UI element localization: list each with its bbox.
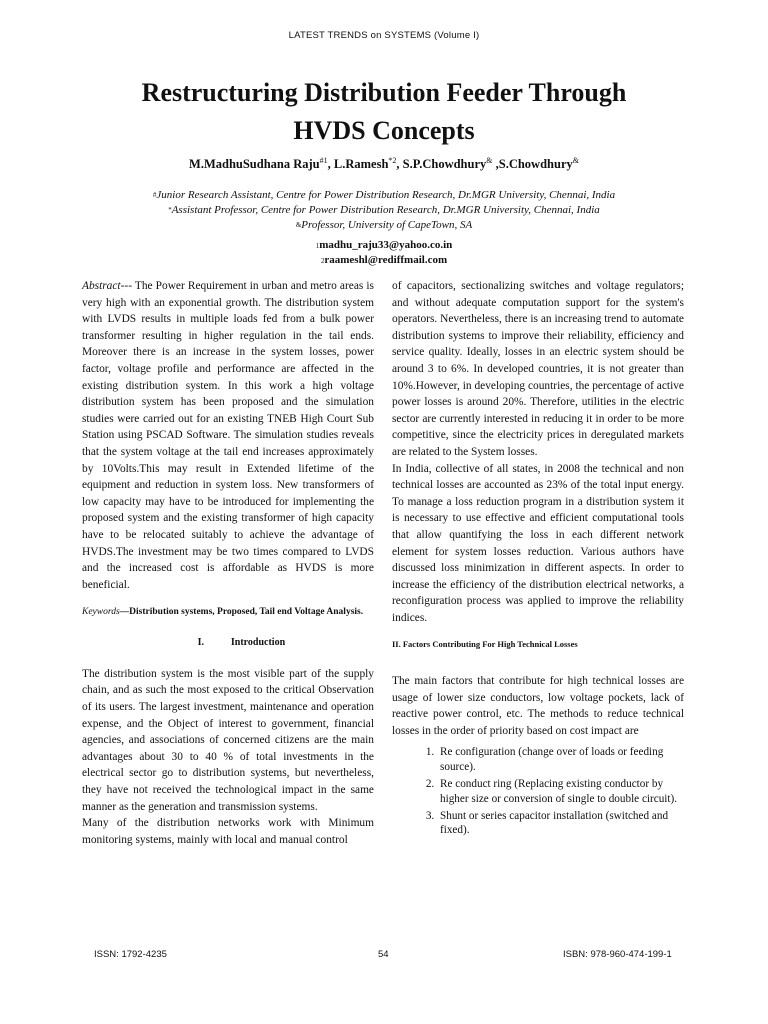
author-3-mark: & xyxy=(486,156,493,165)
list-item: 1. Re configuration (change over of loads or feeding source). xyxy=(437,745,684,775)
list-item: 3. Shunt or series capacitor installation (switched and fixed). xyxy=(437,809,684,839)
affiliation-2: *Assistant Professor, Centre for Power Distribution Research, Dr.MGR University, Chennai, India xyxy=(168,204,600,216)
list-item: 2. Re conduct ring (Replacing existing conductor by higher size or conversion of single to double circuit). xyxy=(437,777,684,807)
affiliation-3: &Professor, University of CapeTown, SA xyxy=(295,219,473,231)
abstract-text: --- The Power Requirement in urban and metro areas is very high with an exponential growth. The distribution system with LVDS results in multiple loads fed from a bulk power transformer resulting in higher regulation in the tail ends. Moreover there is an increase in the system losses, power factor, voltage profile and performance are affected in the existing distribution system. In this work a high voltage distribution system has been proposed and the simulation studies were carried out for an existing TNEB High Court Sub Station using PSCAD Software. The simulation studies reveals that the system voltage at the tail end increases approximately by 10Volts.This may result in Extended lifetime of the equipment and reduction in system loss. New transformers of low capacity may have to be introduced for implementing the proposed system and the existing transformer of high capacity have to be relocated suitably to achieve the advantage of HVDS.The investment may be two times compared to LVDS and the increased cost is affordable as HVDS is more beneficial. xyxy=(82,280,374,591)
section-2-heading: II. Factors Contributing For High Technical Losses xyxy=(392,639,578,650)
title-line-2: HVDS Concepts xyxy=(293,116,475,145)
keywords xyxy=(82,605,374,619)
abstract-label: Abstract xyxy=(82,280,121,292)
abstract xyxy=(82,278,374,593)
paper-title xyxy=(110,74,658,150)
section-1-heading xyxy=(82,635,374,652)
email-1[interactable]: 1madhu_raju33@yahoo.co.in xyxy=(315,239,453,251)
author-2: , L.Ramesh xyxy=(327,157,389,172)
intro-paragraph-1: The distribution system is the most visible part of the supply chain, and as such the most exposed to the critical Observation of its users. The largest investment, maintenance and operation expense, and the Object of interest to government, financial agencies, and associations of concerned citizens are the main advantages about 30 to 40 % of total investments in the electrical sector go to distribution systems, but nevertheless, they have not received the technological impact in the same manner as the generation and transmission systems. xyxy=(82,667,374,813)
footer-issn: ISSN: 1792-4235 xyxy=(94,949,167,960)
section-1-title: Introduction xyxy=(230,637,286,649)
footer-isbn: ISBN: 978-960-474-199-1 xyxy=(563,949,672,960)
keywords-text: —Distribution systems, Proposed, Tail end Voltage Analysis. xyxy=(119,607,364,618)
affiliation-1: #Junior Research Assistant, Centre for Power Distribution Research, Dr.MGR University, Chennai, India xyxy=(152,189,616,201)
title-line-1: Restructuring Distribution Feeder Through xyxy=(141,78,627,107)
left-column xyxy=(82,278,374,848)
right-paragraph-3: The main factors that contribute for high technical losses are usage of lower size conductors, low voltage pockets, lack of reactive power control, etc. The methods to reduce technical losses in the order of priority based on cost impact are xyxy=(392,675,684,737)
author-4-mark: & xyxy=(572,156,579,165)
author-list xyxy=(0,156,768,172)
right-paragraph-1: of capacitors, sectionalizing switches and voltage regulators; and without adequate computation support for the system's operators. Nevertheless, there is an increasing trend to automate distribution systems to improve their reliability, efficiency and service quality. Ideally, losses in an electric system should be around 3 to 6%. In developed countries, it is not greater than 10%.However, in developing countries, the percentage of active power losses is around 20%. Therefore, utilities in the electric sector are currently interested in reducing it in order to be more competitive, since the electricity prices in deregulated markets are related to the System losses. xyxy=(392,280,684,458)
right-paragraph-2: In India, collective of all states, in 2008 the technical and non technical losses are accounted as 23% of the total input energy. To manage a loss reduction program in a distribution system it is necessary to use effective and efficient computational tools that allow quantifying the loss in each different network element for system losses reduction. Various authors have discussed loss minimization in different aspects. In order to increase the efficiency of the distribution electrical networks, a reconfiguration process was applied to improve the reliability indices. xyxy=(392,462,684,624)
email-2[interactable]: 2raameshl@rediffmail.com xyxy=(320,254,448,266)
author-1-mark: #1 xyxy=(319,156,328,165)
right-column xyxy=(392,278,684,840)
keywords-label: Keywords xyxy=(82,607,120,618)
methods-list xyxy=(392,745,684,838)
section-1-number: I. xyxy=(197,637,205,649)
footer-page-number: 54 xyxy=(378,949,389,960)
author-1: M.MadhuSudhana Raju xyxy=(189,157,320,172)
intro-paragraph-2: Many of the distribution networks work with Minimum monitoring systems, mainly with local and manual control xyxy=(82,817,374,846)
author-3: , S.P.Chowdhury xyxy=(396,157,487,172)
author-4: ,S.Chowdhury xyxy=(492,157,573,172)
author-2-mark: *2 xyxy=(388,156,397,165)
running-header: LATEST TRENDS on SYSTEMS (Volume I) xyxy=(288,30,480,41)
